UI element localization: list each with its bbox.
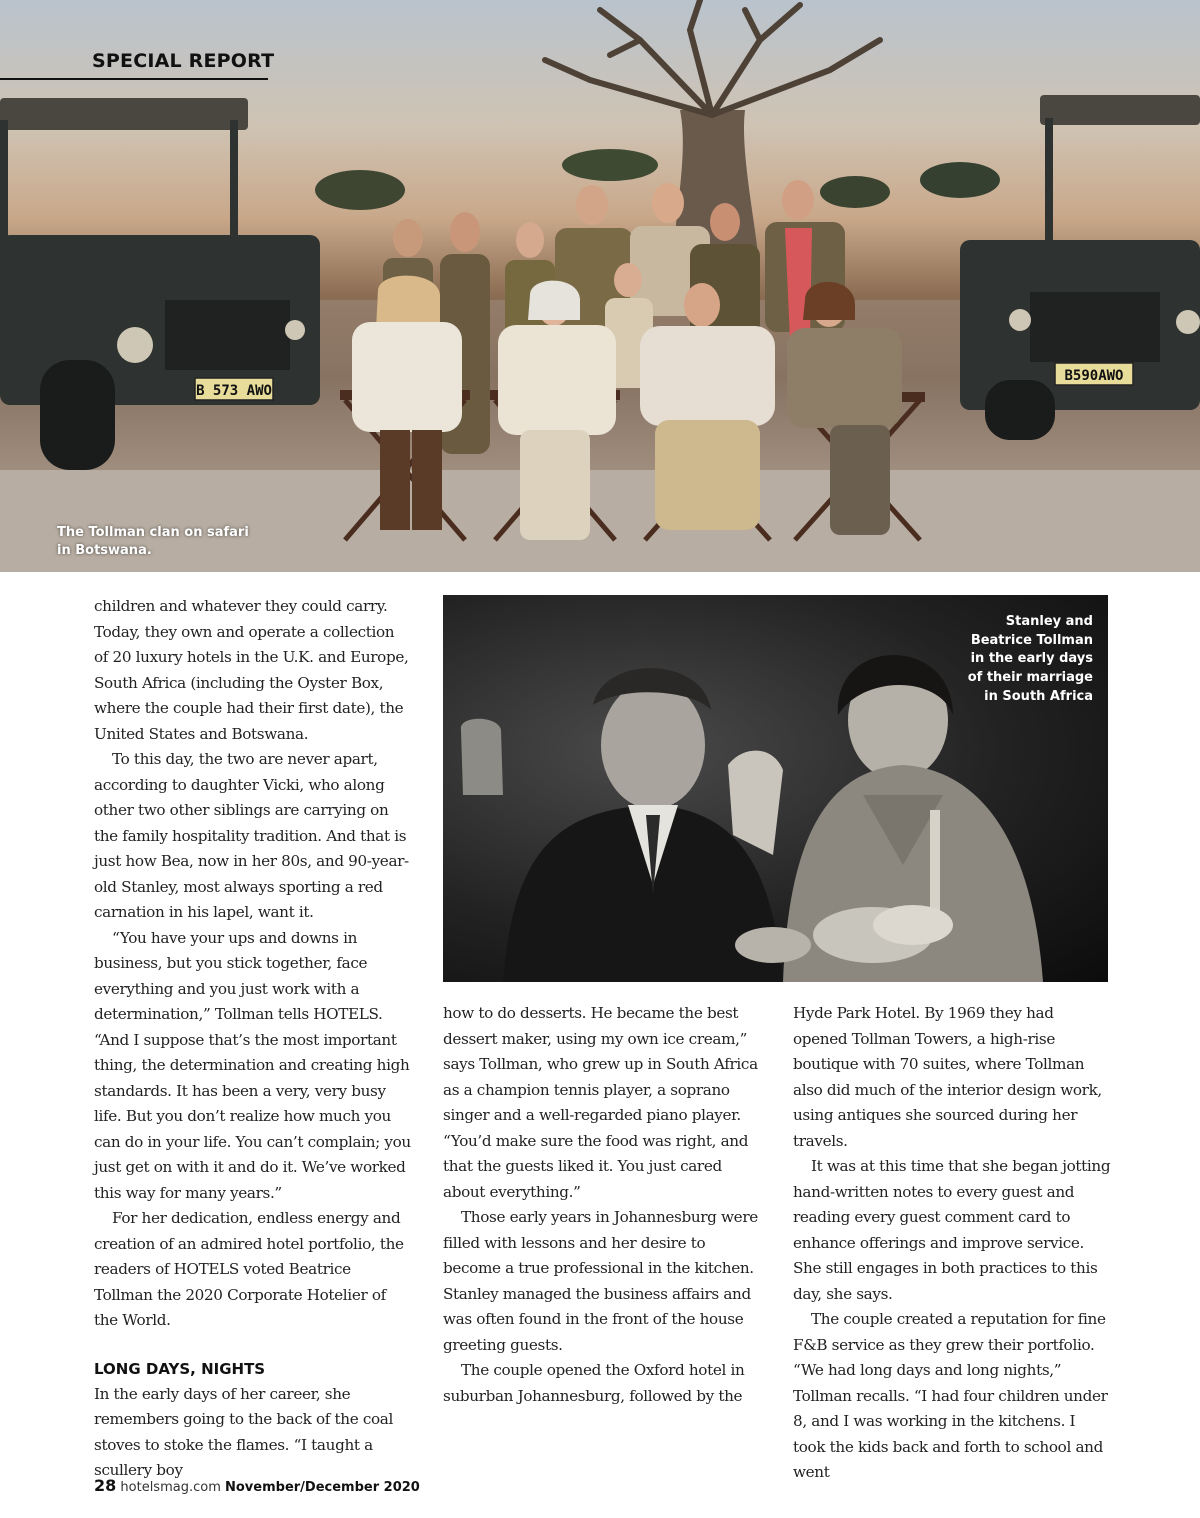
inset-photo [443, 595, 1108, 982]
inset-caption: Stanley and Beatrice Tollman in the early days of their marriage in South Africa [967, 614, 1093, 704]
article-paragraph: “You have your ups and downs in business, but you stick together, face everything and you just work with a determination,” Tollman tells HOTELS. “And I suppose that’s the most important thing, the determination and creating high standards. It has been a very, very busy life. But you don’t realize how much you can do in your life. You can’t complain; you just get on with it and do it. We’ve worked this way for many years.” [94, 928, 411, 1202]
article-paragraph: Those early years in Johannesburg were filled with lessons and her desire to become a true professional in the kitchen. Stanley managed the business affairs and was often found in the front of the house greeting guests. [443, 1208, 758, 1354]
article-paragraph: For her dedication, endless energy and creation of an admired hotel portfolio, the readers of HOTELS voted Beatrice Tollman the 2020 Corporate Hotelier of the World. [94, 1209, 404, 1329]
subhead: LONG DAYS, NIGHTS [94, 1359, 266, 1378]
hero-photo [0, 0, 1200, 572]
article-paragraph: It was at this time that she began jotting hand-written notes to every guest and reading every guest comment card to enhance offerings and improve service. She still engages in both practices to this day, she says. [793, 1157, 1111, 1303]
article-paragraph: children and whatever they could carry. Today, they own and operate a collection of 20 luxury hotels in the U.K. and Europe, South Africa (including the Oyster Box, where the couple had their first date), the United States and Botswana. [94, 597, 409, 743]
section-label: SPECIAL REPORT [92, 50, 275, 72]
page-number: 28 [94, 1476, 117, 1495]
hero-caption: The Tollman clan on safari in Botswana. [57, 525, 249, 558]
article-paragraph: Hyde Park Hotel. By 1969 they had opened Tollman Towers, a high-rise boutique with 70 suites, where Tollman also did much of the interior design work, using antiques she sourced during her travels. [793, 1004, 1102, 1150]
article-column-1 [94, 594, 412, 1484]
article-paragraph: how to do desserts. He became the best dessert maker, using my own ice cream,” says Tollman, who grew up in South Africa as a champion tennis player, a soprano singer and a well-regarded piano player. “You’d make sure the food was right, and that the guests liked it. You just cared about everything.” [443, 1004, 758, 1201]
article-paragraph: To this day, the two are never apart, according to daughter Vicki, who along other two other siblings are carrying on the family hospitality tradition. And that is just how Bea, now in her 80s, and 90-year-old Stanley, most always sporting a red carnation in his lapel, want it. [94, 750, 409, 921]
footer-site: hotelsmag.com [120, 1480, 221, 1495]
article-column-2 [443, 1001, 761, 1409]
section-rule [0, 78, 268, 80]
footer-issue: November/December 2020 [225, 1480, 420, 1495]
plate-left: B 573 AWO [196, 383, 272, 399]
article-column-3 [793, 1001, 1111, 1486]
article-paragraph: The couple opened the Oxford hotel in suburban Johannesburg, followed by the [443, 1361, 745, 1405]
plate-right: B590AWO [1064, 368, 1124, 384]
article-paragraph: In the early days of her career, she remembers going to the back of the coal stoves to stoke the flames. “I taught a scullery boy [94, 1384, 393, 1479]
page-footer [94, 1476, 420, 1495]
article-paragraph: The couple created a reputation for fine F&B service as they grew their portfolio. “We had long days and long nights,” Tollman recalls. “I had four children under 8, and I was working in the kitchens. I took the kids back and forth to school and went [793, 1310, 1108, 1481]
hero-photo-illustration [0, 0, 1200, 572]
